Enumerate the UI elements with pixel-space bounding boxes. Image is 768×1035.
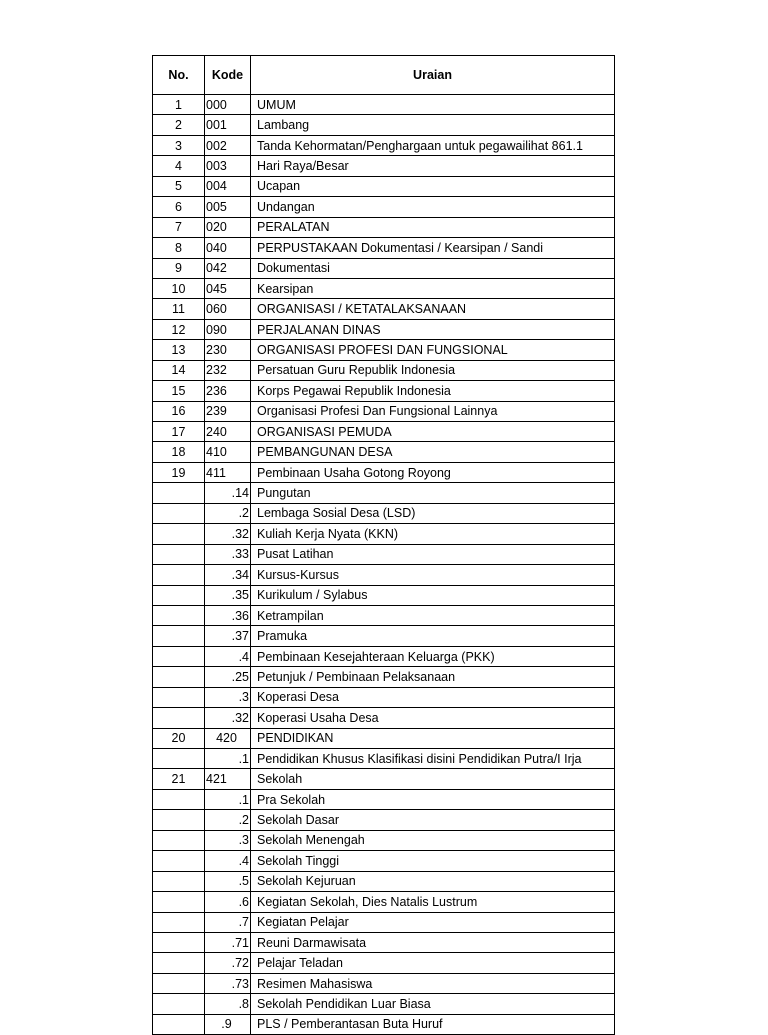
- kode-cell: 090: [205, 319, 251, 339]
- kode-cell: 020: [205, 217, 251, 237]
- kode-cell: 421: [205, 769, 251, 789]
- table-row: [153, 401, 615, 421]
- no-cell: [153, 708, 205, 728]
- kode-cell: .2: [205, 810, 251, 830]
- kode-cell: .1: [205, 789, 251, 809]
- table-row: [153, 605, 615, 625]
- uraian-cell: Resimen Mahasiswa: [251, 973, 615, 993]
- uraian-cell: Pusat Latihan: [251, 544, 615, 564]
- table-row: [153, 524, 615, 544]
- uraian-cell: Sekolah Kejuruan: [251, 871, 615, 891]
- no-cell: [153, 585, 205, 605]
- no-cell: [153, 810, 205, 830]
- no-cell: 6: [153, 197, 205, 217]
- no-cell: 7: [153, 217, 205, 237]
- table-row: [153, 892, 615, 912]
- kode-cell: .73: [205, 973, 251, 993]
- kode-cell: 042: [205, 258, 251, 278]
- uraian-cell: ORGANISASI PROFESI DAN FUNGSIONAL: [251, 340, 615, 360]
- no-cell: [153, 483, 205, 503]
- table-row: [153, 769, 615, 789]
- kode-cell: 232: [205, 360, 251, 380]
- no-cell: [153, 932, 205, 952]
- table-row: [153, 299, 615, 319]
- no-cell: [153, 892, 205, 912]
- table-row: [153, 810, 615, 830]
- table-row: [153, 830, 615, 850]
- uraian-cell: Pelajar Teladan: [251, 953, 615, 973]
- table-row: [153, 646, 615, 666]
- kode-cell: 410: [205, 442, 251, 462]
- table-row: [153, 565, 615, 585]
- uraian-cell: PEMBANGUNAN DESA: [251, 442, 615, 462]
- kode-cell: .25: [205, 667, 251, 687]
- uraian-cell: Sekolah Tinggi: [251, 851, 615, 871]
- uraian-cell: Pembinaan Kesejahteraan Keluarga (PKK): [251, 646, 615, 666]
- table-row: [153, 851, 615, 871]
- no-cell: 12: [153, 319, 205, 339]
- no-cell: 20: [153, 728, 205, 748]
- no-cell: [153, 646, 205, 666]
- uraian-cell: Undangan: [251, 197, 615, 217]
- table-row: [153, 626, 615, 646]
- uraian-cell: Kurikulum / Sylabus: [251, 585, 615, 605]
- no-cell: 5: [153, 176, 205, 196]
- uraian-cell: Pra Sekolah: [251, 789, 615, 809]
- no-cell: [153, 1014, 205, 1034]
- uraian-cell: ORGANISASI PEMUDA: [251, 422, 615, 442]
- uraian-cell: PERJALANAN DINAS: [251, 319, 615, 339]
- no-cell: 1: [153, 95, 205, 115]
- kode-cell: .4: [205, 646, 251, 666]
- table-row: [153, 687, 615, 707]
- uraian-cell: Pramuka: [251, 626, 615, 646]
- kode-cell: 000: [205, 95, 251, 115]
- kode-cell: .34: [205, 565, 251, 585]
- no-cell: 13: [153, 340, 205, 360]
- no-cell: [153, 789, 205, 809]
- no-cell: [153, 503, 205, 523]
- kode-cell: 004: [205, 176, 251, 196]
- uraian-cell: Reuni Darmawisata: [251, 932, 615, 952]
- no-cell: 11: [153, 299, 205, 319]
- table-row: [153, 360, 615, 380]
- uraian-cell: Sekolah: [251, 769, 615, 789]
- no-cell: [153, 912, 205, 932]
- table-row: [153, 156, 615, 176]
- table-row: [153, 953, 615, 973]
- kode-cell: 411: [205, 462, 251, 482]
- table-row: [153, 585, 615, 605]
- uraian-cell: UMUM: [251, 95, 615, 115]
- uraian-cell: Ucapan: [251, 176, 615, 196]
- header-no: No.: [153, 56, 205, 95]
- kode-cell: 001: [205, 115, 251, 135]
- kode-cell: .32: [205, 708, 251, 728]
- uraian-cell: Ketrampilan: [251, 605, 615, 625]
- kode-cell: .8: [205, 994, 251, 1014]
- no-cell: 9: [153, 258, 205, 278]
- table-row: [153, 197, 615, 217]
- header-uraian: Uraian: [251, 56, 615, 95]
- kode-cell: 236: [205, 381, 251, 401]
- table-row: [153, 749, 615, 769]
- kode-cell: .14: [205, 483, 251, 503]
- no-cell: [153, 749, 205, 769]
- table-row: [153, 462, 615, 482]
- table-row: [153, 95, 615, 115]
- no-cell: 2: [153, 115, 205, 135]
- header-row: [153, 56, 615, 95]
- kode-cell: .2: [205, 503, 251, 523]
- no-cell: [153, 667, 205, 687]
- table-row: [153, 789, 615, 809]
- table-row: [153, 176, 615, 196]
- kode-cell: .72: [205, 953, 251, 973]
- no-cell: [153, 830, 205, 850]
- uraian-cell: Kegiatan Sekolah, Dies Natalis Lustrum: [251, 892, 615, 912]
- no-cell: [153, 871, 205, 891]
- uraian-cell: Kursus-Kursus: [251, 565, 615, 585]
- uraian-cell: Sekolah Dasar: [251, 810, 615, 830]
- uraian-cell: Organisasi Profesi Dan Fungsional Lainnya: [251, 401, 615, 421]
- no-cell: [153, 953, 205, 973]
- uraian-cell: PLS / Pemberantasan Buta Huruf: [251, 1014, 615, 1034]
- kode-cell: .71: [205, 932, 251, 952]
- uraian-cell: Sekolah Pendidikan Luar Biasa: [251, 994, 615, 1014]
- uraian-cell: Pungutan: [251, 483, 615, 503]
- kode-cell: 040: [205, 238, 251, 258]
- uraian-cell: Korps Pegawai Republik Indonesia: [251, 381, 615, 401]
- kode-cell: 045: [205, 278, 251, 298]
- table-body: [153, 95, 615, 1035]
- kode-cell: 060: [205, 299, 251, 319]
- no-cell: 4: [153, 156, 205, 176]
- kode-cell: .1: [205, 749, 251, 769]
- uraian-cell: Koperasi Usaha Desa: [251, 708, 615, 728]
- table-row: [153, 442, 615, 462]
- table-row: [153, 1014, 615, 1034]
- uraian-cell: ORGANISASI / KETATALAKSANAAN: [251, 299, 615, 319]
- table-row: [153, 708, 615, 728]
- no-cell: [153, 605, 205, 625]
- table-row: [153, 381, 615, 401]
- header-kode: Kode: [205, 56, 251, 95]
- kode-cell: 003: [205, 156, 251, 176]
- uraian-cell: Pendidikan Khusus Klasifikasi disini Pendidikan Putra/I Irja: [251, 749, 615, 769]
- kode-cell: .4: [205, 851, 251, 871]
- uraian-cell: Kuliah Kerja Nyata (KKN): [251, 524, 615, 544]
- table-row: [153, 932, 615, 952]
- table-row: [153, 728, 615, 748]
- no-cell: [153, 565, 205, 585]
- no-cell: [153, 994, 205, 1014]
- table-row: [153, 238, 615, 258]
- table-row: [153, 258, 615, 278]
- no-cell: 10: [153, 278, 205, 298]
- kode-cell: 230: [205, 340, 251, 360]
- kode-cell: .32: [205, 524, 251, 544]
- kode-cell: .37: [205, 626, 251, 646]
- kode-cell: .6: [205, 892, 251, 912]
- table-row: [153, 503, 615, 523]
- uraian-cell: PERPUSTAKAAN Dokumentasi / Kearsipan / Sandi: [251, 238, 615, 258]
- kode-cell: .7: [205, 912, 251, 932]
- kode-cell: .3: [205, 830, 251, 850]
- table-row: [153, 422, 615, 442]
- no-cell: 8: [153, 238, 205, 258]
- table-row: [153, 278, 615, 298]
- kode-cell: .5: [205, 871, 251, 891]
- classification-table: [152, 55, 615, 1035]
- kode-cell: .35: [205, 585, 251, 605]
- uraian-cell: Lambang: [251, 115, 615, 135]
- kode-cell: .9: [205, 1014, 251, 1034]
- no-cell: 21: [153, 769, 205, 789]
- kode-cell: 240: [205, 422, 251, 442]
- table-row: [153, 973, 615, 993]
- no-cell: [153, 544, 205, 564]
- uraian-cell: Kegiatan Pelajar: [251, 912, 615, 932]
- uraian-cell: PENDIDIKAN: [251, 728, 615, 748]
- no-cell: [153, 524, 205, 544]
- table-row: [153, 135, 615, 155]
- uraian-cell: Hari Raya/Besar: [251, 156, 615, 176]
- kode-cell: .36: [205, 605, 251, 625]
- no-cell: 19: [153, 462, 205, 482]
- uraian-cell: PERALATAN: [251, 217, 615, 237]
- kode-cell: 420: [205, 728, 251, 748]
- uraian-cell: Tanda Kehormatan/Penghargaan untuk pegawailihat 861.1: [251, 135, 615, 155]
- table-row: [153, 544, 615, 564]
- no-cell: 15: [153, 381, 205, 401]
- kode-cell: 002: [205, 135, 251, 155]
- no-cell: [153, 973, 205, 993]
- uraian-cell: Dokumentasi: [251, 258, 615, 278]
- kode-cell: .33: [205, 544, 251, 564]
- no-cell: 18: [153, 442, 205, 462]
- no-cell: 17: [153, 422, 205, 442]
- uraian-cell: Koperasi Desa: [251, 687, 615, 707]
- no-cell: 3: [153, 135, 205, 155]
- kode-cell: .3: [205, 687, 251, 707]
- no-cell: [153, 687, 205, 707]
- table-row: [153, 217, 615, 237]
- uraian-cell: Sekolah Menengah: [251, 830, 615, 850]
- no-cell: [153, 626, 205, 646]
- no-cell: 14: [153, 360, 205, 380]
- table-row: [153, 483, 615, 503]
- uraian-cell: Persatuan Guru Republik Indonesia: [251, 360, 615, 380]
- uraian-cell: Petunjuk / Pembinaan Pelaksanaan: [251, 667, 615, 687]
- kode-cell: 239: [205, 401, 251, 421]
- uraian-cell: Kearsipan: [251, 278, 615, 298]
- table-row: [153, 871, 615, 891]
- no-cell: [153, 851, 205, 871]
- no-cell: 16: [153, 401, 205, 421]
- table-row: [153, 319, 615, 339]
- kode-cell: 005: [205, 197, 251, 217]
- table-row: [153, 115, 615, 135]
- uraian-cell: Lembaga Sosial Desa (LSD): [251, 503, 615, 523]
- table-row: [153, 994, 615, 1014]
- table-row: [153, 667, 615, 687]
- table-row: [153, 912, 615, 932]
- uraian-cell: Pembinaan Usaha Gotong Royong: [251, 462, 615, 482]
- table-row: [153, 340, 615, 360]
